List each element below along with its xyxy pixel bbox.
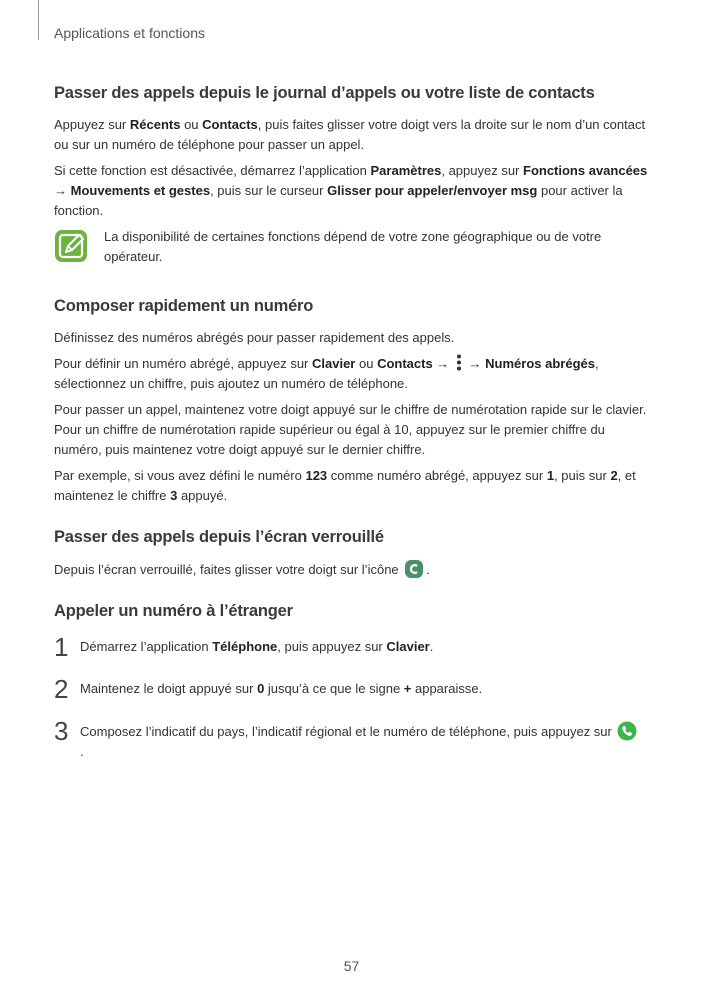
step-number: 1 [54, 632, 69, 662]
section-title-call-from-log: Passer des appels depuis le journal d’appels ou votre liste de contacts [54, 84, 595, 102]
call-button-icon [617, 721, 637, 741]
call-handle-icon [404, 559, 424, 579]
section-title-speed-dial: Composer rapidement un numéro [54, 297, 314, 315]
page-content [54, 84, 649, 776]
note-box [54, 227, 649, 267]
step-number: 3 [54, 716, 69, 746]
section-title-international: Appeler un numéro à l’étranger [54, 602, 293, 620]
page-number: 57 [343, 958, 360, 974]
paragraph-use-speed-dial: Pour passer un appel, maintenez votre doigt appuyé sur le chiffre de numérotation rapide sur le clavier. Pour un chiffre de numérotation rapide supérieur ou égal à 10, appuyez sur le premier chiffre du numéro, puis maintenez votre doigt appuyé sur le dernier chiffre. [54, 402, 647, 457]
step-number: 2 [54, 674, 69, 704]
section-international-call [54, 602, 649, 762]
paragraph-enable-feature: Si cette fonction est désactivée, démarrez l’application Paramètres, appuyez sur Fonctions avancées → Mouvements et gestes, puis sur le curseur Glisser pour appeler/envoyer msg pour activer la fonction. [54, 163, 648, 218]
section-title-lock-screen: Passer des appels depuis l’écran verrouillé [54, 528, 384, 546]
paragraph-speed-dial-example: Par exemple, si vous avez défini le numéro 123 comme numéro abrégé, appuyez sur 1, puis sur 2, et maintenez le chiffre 3 appuyé. [54, 468, 636, 503]
section-lock-screen [54, 528, 649, 580]
more-options-icon [456, 354, 462, 371]
step-2 [54, 675, 649, 703]
steps-list [54, 633, 649, 762]
note-text: La disponibilité de certaines fonctions dépend de votre zone géographique ou de votre opérateur. [104, 229, 602, 264]
step-text: Démarrez l’application Téléphone, puis appuyez sur Clavier. [80, 639, 434, 654]
running-header: Applications et fonctions [54, 25, 205, 41]
paragraph-swipe-to-call: Appuyez sur Récents ou Contacts, puis faites glisser votre doigt vers la droite sur le nom d’un contact ou sur un numéro de téléphone pour passer un appel. [54, 117, 646, 152]
note-pencil-icon [54, 229, 88, 263]
header-corner-line [38, 0, 39, 40]
step-text: Composez l’indicatif du pays, l’indicatif régional et le numéro de téléphone, puis appuyez sur . [80, 717, 637, 762]
paragraph-set-speed-dial: Pour définir un numéro abrégé, appuyez sur Clavier ou Contacts → → Numéros abrégés, sélectionnez un chiffre, puis ajoutez un numéro de téléphone. [54, 356, 599, 391]
step-1 [54, 633, 649, 661]
step-3 [54, 717, 649, 762]
paragraph-lock-screen-call: Depuis l’écran verrouillé, faites glisser votre doigt sur l’icône . [54, 559, 649, 580]
paragraph-speed-dial-intro: Définissez des numéros abrégés pour passer rapidement des appels. [54, 330, 455, 345]
step-text: Maintenez le doigt appuyé sur 0 jusqu’à ce que le signe + apparaisse. [80, 681, 483, 696]
